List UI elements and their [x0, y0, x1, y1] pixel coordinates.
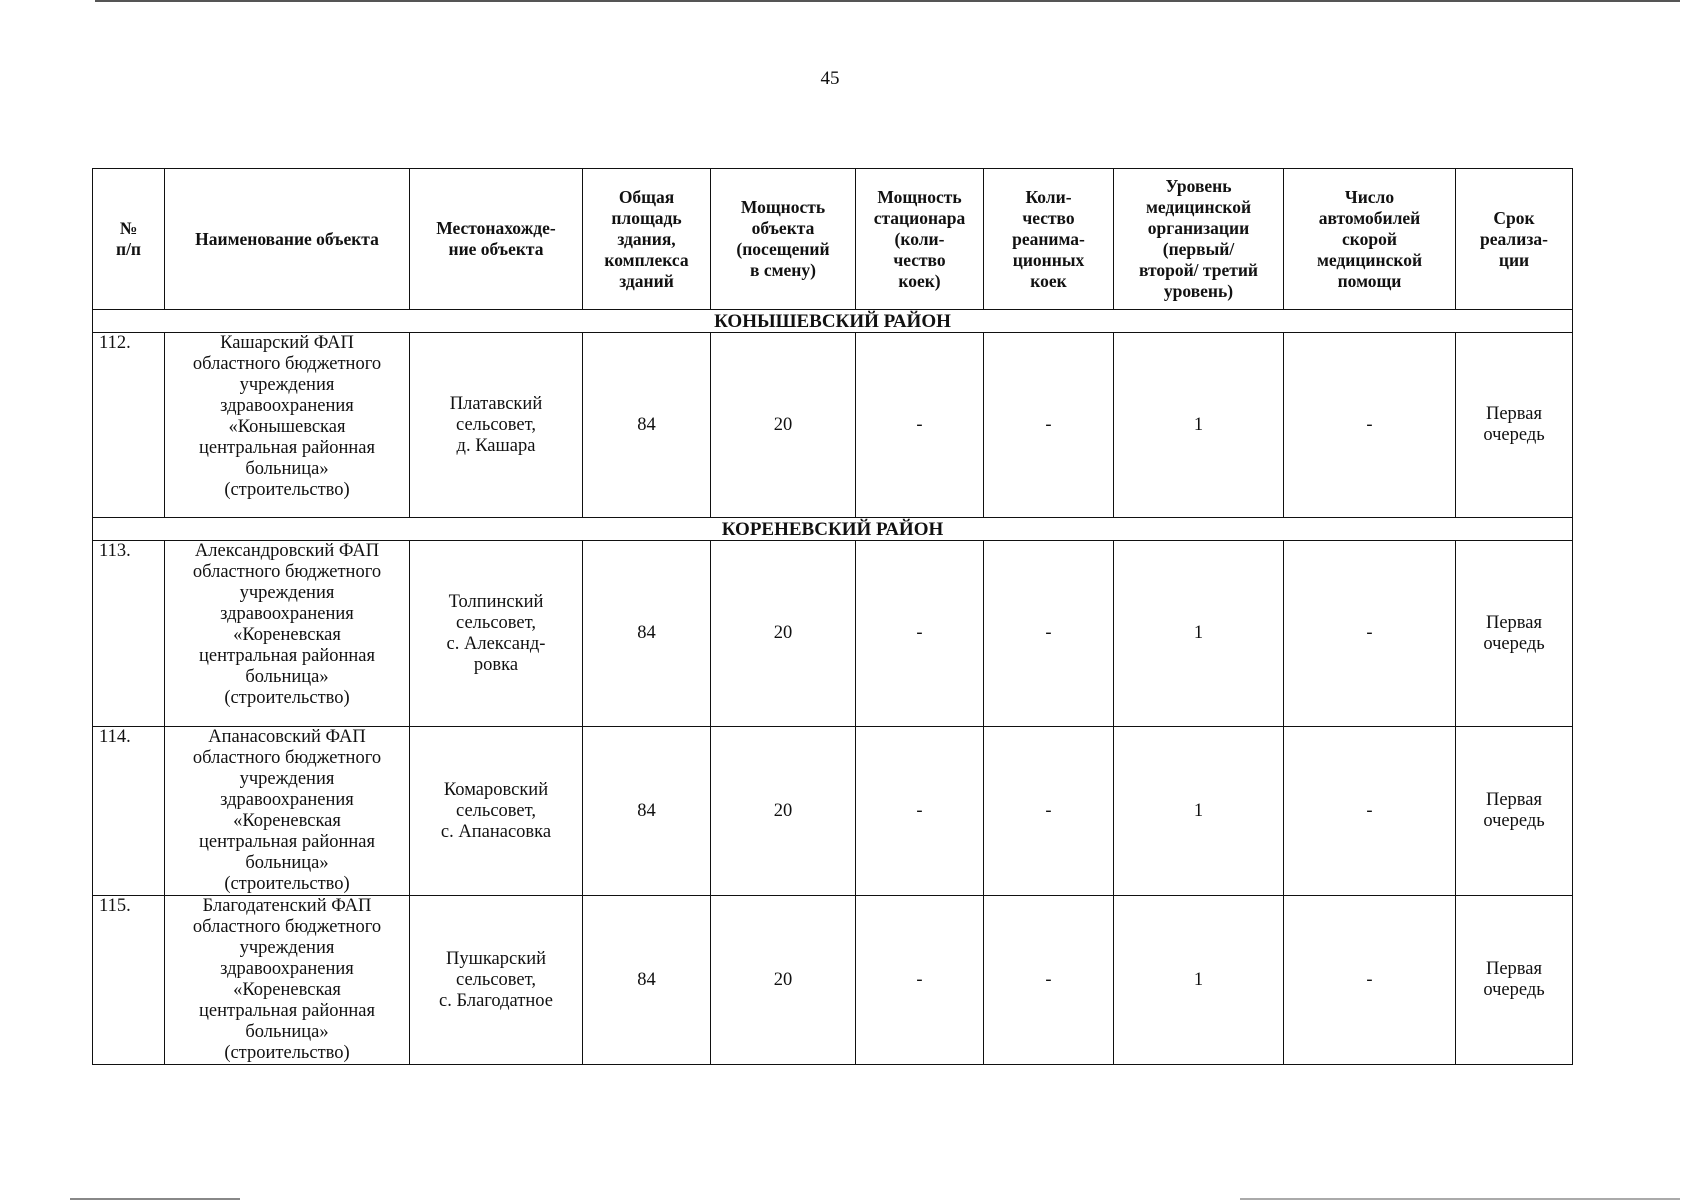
facility-location: Толпинский сельсовет, с. Александ- ровка — [410, 541, 583, 727]
visit-capacity: 20 — [711, 333, 856, 518]
row-number: 114. — [93, 727, 165, 896]
implementation-term: Первая очередь — [1456, 333, 1573, 518]
building-area: 84 — [583, 541, 711, 727]
page-number: 45 — [820, 68, 840, 89]
header-cell-capacity: Мощность объекта (посещений в смену) — [711, 169, 856, 310]
icu-beds: - — [984, 896, 1114, 1065]
row-number: 112. — [93, 333, 165, 518]
facility-location: Платавский сельсовет, д. Кашара — [410, 333, 583, 518]
building-area: 84 — [583, 333, 711, 518]
ambulance-count: - — [1284, 896, 1456, 1065]
header-cell-ambulances: Число автомобилей скорой медицинской помощи — [1284, 169, 1456, 310]
header-cell-location: Местонахожде- ние объекта — [410, 169, 583, 310]
facility-name: Александровский ФАП областного бюджетного учреждения здравоохранения «Кореневская центральная районная больница» (строительство) — [165, 541, 410, 727]
icu-beds: - — [984, 333, 1114, 518]
ambulance-count: - — [1284, 541, 1456, 727]
header-cell-level: Уровень медицинской организации (первый/ второй/ третий уровень) — [1114, 169, 1284, 310]
ambulance-count: - — [1284, 727, 1456, 896]
table-header — [93, 169, 1573, 310]
facility-location: Комаровский сельсовет, с. Апанасовка — [410, 727, 583, 896]
header-cell-beds: Мощность стационара (коли- чество коек) — [856, 169, 984, 310]
ambulance-count: - — [1284, 333, 1456, 518]
organization-level: 1 — [1114, 333, 1284, 518]
header-cell-icu-beds: Коли- чество реанима- ционных коек — [984, 169, 1114, 310]
implementation-term: Первая очередь — [1456, 727, 1573, 896]
header-cell-number: № п/п — [93, 169, 165, 310]
header-cell-name: Наименование объекта — [165, 169, 410, 310]
visit-capacity: 20 — [711, 727, 856, 896]
table-row — [93, 727, 1573, 896]
facility-name: Кашарский ФАП областного бюджетного учреждения здравоохранения «Конышевская центральная районная больница» (строительство) — [165, 333, 410, 518]
building-area: 84 — [583, 896, 711, 1065]
organization-level: 1 — [1114, 727, 1284, 896]
table-body — [93, 310, 1573, 1065]
inpatient-beds: - — [856, 333, 984, 518]
district-row — [93, 310, 1573, 333]
implementation-term: Первая очередь — [1456, 541, 1573, 727]
facility-name: Благодатенский ФАП областного бюджетного учреждения здравоохранения «Кореневская центральная районная больница» (строительство) — [165, 896, 410, 1065]
scan-edge-line — [95, 0, 1680, 2]
header-row — [93, 169, 1573, 310]
facility-location: Пушкарский сельсовет, с. Благодатное — [410, 896, 583, 1065]
table-row — [93, 541, 1573, 727]
visit-capacity: 20 — [711, 541, 856, 727]
header-cell-term: Срок реализа- ции — [1456, 169, 1573, 310]
row-number: 115. — [93, 896, 165, 1065]
visit-capacity: 20 — [711, 896, 856, 1065]
district-row — [93, 518, 1573, 541]
table-row — [93, 333, 1573, 518]
organization-level: 1 — [1114, 541, 1284, 727]
building-area: 84 — [583, 727, 711, 896]
implementation-term: Первая очередь — [1456, 896, 1573, 1065]
district-title: КОРЕНЕВСКИЙ РАЙОН — [93, 518, 1573, 541]
inpatient-beds: - — [856, 541, 984, 727]
icu-beds: - — [984, 727, 1114, 896]
row-number: 113. — [93, 541, 165, 727]
district-title: КОНЫШЕВСКИЙ РАЙОН — [93, 310, 1573, 333]
inpatient-beds: - — [856, 896, 984, 1065]
icu-beds: - — [984, 541, 1114, 727]
facility-name: Апанасовский ФАП областного бюджетного учреждения здравоохранения «Кореневская центральная районная больница» (строительство) — [165, 727, 410, 896]
facilities-table — [92, 168, 1573, 1065]
inpatient-beds: - — [856, 727, 984, 896]
organization-level: 1 — [1114, 896, 1284, 1065]
table-row — [93, 896, 1573, 1065]
header-cell-area: Общая площадь здания, комплекса зданий — [583, 169, 711, 310]
